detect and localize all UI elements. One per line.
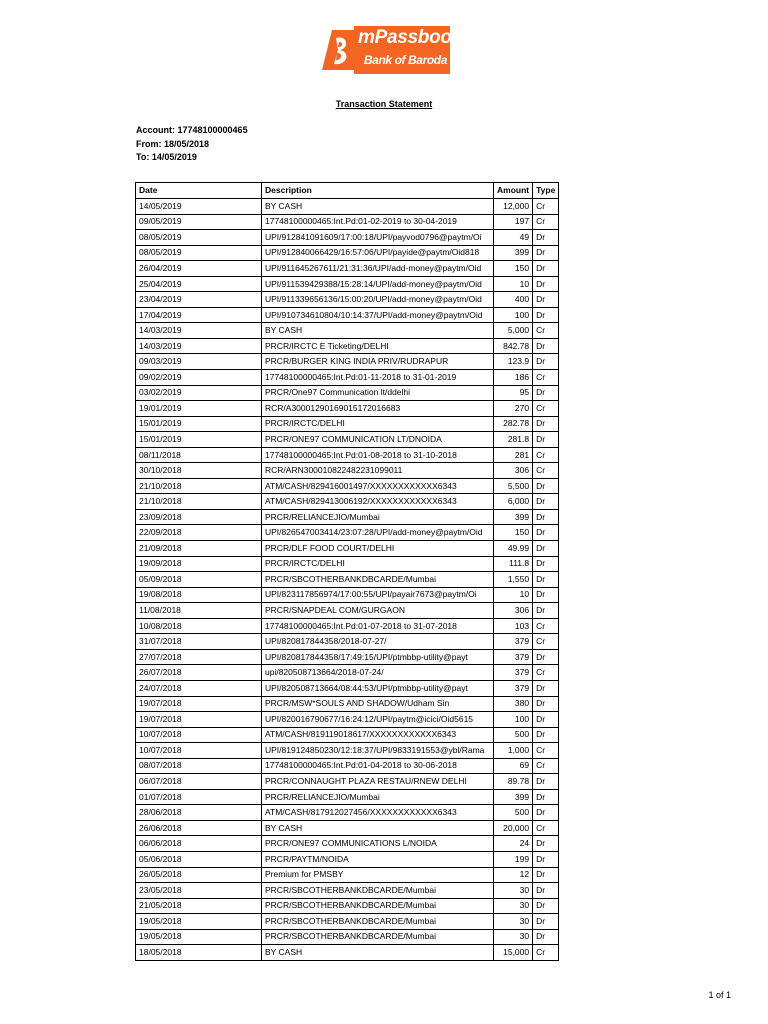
cell-date: 23/09/2018 (136, 509, 262, 525)
cell-amount: 10 (494, 276, 533, 292)
table-row (136, 945, 559, 961)
transaction-rows (136, 199, 559, 961)
cell-description: BY CASH (262, 820, 494, 836)
cell-description: PRCR/PAYTM/NOIDA (262, 851, 494, 867)
cell-date: 23/05/2018 (136, 883, 262, 899)
cell-type: Cr (533, 758, 559, 774)
table-row (136, 898, 559, 914)
cell-description: BY CASH (262, 945, 494, 961)
cell-date: 03/02/2019 (136, 385, 262, 401)
cell-description: UPI/820016790677/16:24:12/UPI/paytm@icici/Oid5615 (262, 712, 494, 728)
cell-date: 23/04/2019 (136, 292, 262, 308)
table-row (136, 649, 559, 665)
cell-amount: 10 (494, 587, 533, 603)
cell-date: 19/01/2019 (136, 401, 262, 417)
table-row (136, 758, 559, 774)
cell-description: PRCR/DLF FOOD COURT/DELHI (262, 541, 494, 557)
cell-amount: 5,000 (494, 323, 533, 339)
cell-type: Cr (533, 743, 559, 759)
table-row (136, 914, 559, 930)
table-row (136, 401, 559, 417)
cell-amount: 12,000 (494, 199, 533, 215)
cell-type: Dr (533, 245, 559, 261)
cell-amount: 1,000 (494, 743, 533, 759)
cell-type: Cr (533, 370, 559, 386)
cell-type: Dr (533, 867, 559, 883)
cell-description: PRCR/RELIANCEJIO/Mumbai (262, 509, 494, 525)
cell-date: 08/11/2018 (136, 447, 262, 463)
cell-date: 09/05/2019 (136, 214, 262, 230)
cell-description: 17748100000465:Int.Pd:01-08-2018 to 31-10-2018 (262, 447, 494, 463)
table-row (136, 665, 559, 681)
table-row (136, 276, 559, 292)
page-number: 1 of 1 (708, 990, 731, 1000)
cell-description: UPI/911645267611/21:31:36/UPI/add-money@paytm/Oid (262, 261, 494, 277)
table-row (136, 432, 559, 448)
logo-wordmark (354, 26, 462, 74)
cell-date: 21/09/2018 (136, 541, 262, 557)
cell-description: Premium for PMSBY (262, 867, 494, 883)
cell-type: Dr (533, 541, 559, 557)
cell-amount: 306 (494, 463, 533, 479)
cell-amount: 281.8 (494, 432, 533, 448)
column-header-type: Type (533, 183, 559, 199)
cell-description: RCR/ARN300010822482231099011 (262, 463, 494, 479)
table-row (136, 292, 559, 308)
cell-amount: 95 (494, 385, 533, 401)
table-row (136, 805, 559, 821)
table-row (136, 354, 559, 370)
cell-type: Cr (533, 199, 559, 215)
cell-date: 08/05/2019 (136, 230, 262, 246)
cell-description: PRCR/SBCOTHERBANKDBCARDE/Mumbai (262, 572, 494, 588)
cell-description: PRCR/BURGER KING INDIA PRIV/RUDRAPUR (262, 354, 494, 370)
table-row (136, 680, 559, 696)
table-row (136, 851, 559, 867)
cell-description: UPI/820817844358/2018-07-27/ (262, 634, 494, 650)
table-row (136, 261, 559, 277)
cell-amount: 49.99 (494, 541, 533, 557)
table-row (136, 929, 559, 945)
cell-type: Dr (533, 712, 559, 728)
cell-amount: 186 (494, 370, 533, 386)
cell-type: Dr (533, 572, 559, 588)
table-row (136, 820, 559, 836)
to-date: To: 14/05/2019 (136, 152, 197, 162)
cell-type: Cr (533, 665, 559, 681)
cell-amount: 306 (494, 603, 533, 619)
cell-description: PRCR/ONE97 COMMUNICATION LT/DNOIDA (262, 432, 494, 448)
cell-type: Dr (533, 727, 559, 743)
cell-type: Dr (533, 774, 559, 790)
cell-type: Dr (533, 696, 559, 712)
cell-date: 19/08/2018 (136, 587, 262, 603)
transaction-table (135, 182, 559, 961)
cell-amount: 281 (494, 447, 533, 463)
cell-type: Dr (533, 261, 559, 277)
cell-description: 17748100000465:Int.Pd:01-04-2018 to 30-06-2018 (262, 758, 494, 774)
cell-description: ATM/CASH/819119018617/XXXXXXXXXXXX6343 (262, 727, 494, 743)
cell-type: Dr (533, 494, 559, 510)
cell-date: 19/07/2018 (136, 696, 262, 712)
cell-amount: 30 (494, 883, 533, 899)
cell-amount: 5,500 (494, 478, 533, 494)
table-row (136, 883, 559, 899)
cell-description: 17748100000465:Int.Pd:01-07-2018 to 31-07-2018 (262, 618, 494, 634)
cell-description: UPI/912841091609/17:00:18/UPI/payvod0796@paytm/Oi (262, 230, 494, 246)
cell-type: Dr (533, 851, 559, 867)
cell-date: 14/03/2019 (136, 338, 262, 354)
cell-date: 31/07/2018 (136, 634, 262, 650)
cell-type: Dr (533, 338, 559, 354)
cell-description: PRCR/CONNAUGHT PLAZA RESTAU/RNEW DELHI (262, 774, 494, 790)
cell-type: Dr (533, 603, 559, 619)
cell-amount: 30 (494, 898, 533, 914)
cell-date: 11/08/2018 (136, 603, 262, 619)
cell-type: Dr (533, 307, 559, 323)
cell-type: Dr (533, 805, 559, 821)
cell-amount: 282.78 (494, 416, 533, 432)
cell-amount: 380 (494, 696, 533, 712)
cell-date: 10/07/2018 (136, 727, 262, 743)
cell-date: 26/04/2019 (136, 261, 262, 277)
table-row (136, 463, 559, 479)
cell-date: 14/03/2019 (136, 323, 262, 339)
cell-type: Dr (533, 354, 559, 370)
cell-description: BY CASH (262, 323, 494, 339)
cell-description: ATM/CASH/829416001497/XXXXXXXXXXXX6343 (262, 478, 494, 494)
cell-date: 17/04/2019 (136, 307, 262, 323)
cell-amount: 379 (494, 680, 533, 696)
table-header-row (136, 183, 559, 199)
statement-title: Transaction Statement (335, 99, 433, 109)
table-row (136, 541, 559, 557)
cell-amount: 270 (494, 401, 533, 417)
cell-type: Dr (533, 883, 559, 899)
account-info (136, 124, 248, 165)
cell-type: Dr (533, 509, 559, 525)
cell-type: Cr (533, 945, 559, 961)
cell-date: 18/05/2018 (136, 945, 262, 961)
cell-description: UPI/911339656136/15:00:20/UPI/add-money@paytm/Oid (262, 292, 494, 308)
cell-description: UPI/820508713664/08:44:53/UPI/ptmbbp-utility@payt (262, 680, 494, 696)
cell-description: UPI/912840066429/16:57:06/UPI/payide@paytm/Oid818 (262, 245, 494, 261)
table-row (136, 338, 559, 354)
cell-type: Dr (533, 230, 559, 246)
table-row (136, 447, 559, 463)
cell-description: PRCR/IRCTC/DELHI (262, 556, 494, 572)
cell-date: 21/10/2018 (136, 494, 262, 510)
cell-type: Cr (533, 214, 559, 230)
cell-date: 22/09/2018 (136, 525, 262, 541)
cell-description: UPI/819124850230/12:18:37/UPI/9833191553@ybl/Rama (262, 743, 494, 759)
cell-type: Dr (533, 914, 559, 930)
cell-description: upi/820508713664/2018-07-24/ (262, 665, 494, 681)
table-row (136, 712, 559, 728)
logo-line1: mPassbook (358, 27, 462, 48)
cell-type: Cr (533, 618, 559, 634)
table-row (136, 230, 559, 246)
table-row (136, 789, 559, 805)
table-row (136, 370, 559, 386)
table-row (136, 494, 559, 510)
cell-type: Dr (533, 836, 559, 852)
cell-type: Cr (533, 634, 559, 650)
baroda-sun-icon (318, 26, 356, 74)
cell-amount: 100 (494, 307, 533, 323)
cell-description: PRCR/MSW*SOULS AND SHADOW/Udham Sin (262, 696, 494, 712)
table-row (136, 556, 559, 572)
cell-description: ATM/CASH/829413006192/XXXXXXXXXXXX6343 (262, 494, 494, 510)
cell-type: Cr (533, 401, 559, 417)
cell-amount: 15,000 (494, 945, 533, 961)
cell-description: PRCR/SBCOTHERBANKDBCARDE/Mumbai (262, 898, 494, 914)
cell-date: 19/05/2018 (136, 914, 262, 930)
cell-amount: 150 (494, 261, 533, 277)
cell-amount: 199 (494, 851, 533, 867)
cell-date: 05/06/2018 (136, 851, 262, 867)
cell-description: UPI/823117856974/17:00:55/UPI/payair7673@paytm/Oi (262, 587, 494, 603)
cell-date: 06/07/2018 (136, 774, 262, 790)
table-row (136, 525, 559, 541)
cell-date: 28/06/2018 (136, 805, 262, 821)
table-row (136, 385, 559, 401)
cell-amount: 30 (494, 914, 533, 930)
cell-description: PRCR/SBCOTHERBANKDBCARDE/Mumbai (262, 883, 494, 899)
table-row (136, 774, 559, 790)
cell-date: 15/01/2019 (136, 432, 262, 448)
table-row (136, 323, 559, 339)
column-header-amount: Amount (494, 183, 533, 199)
cell-type: Dr (533, 649, 559, 665)
cell-date: 26/06/2018 (136, 820, 262, 836)
cell-date: 01/07/2018 (136, 789, 262, 805)
cell-date: 19/05/2018 (136, 929, 262, 945)
table-row (136, 727, 559, 743)
table-row (136, 634, 559, 650)
cell-date: 08/05/2019 (136, 245, 262, 261)
cell-amount: 20,000 (494, 820, 533, 836)
cell-type: Cr (533, 323, 559, 339)
table-row (136, 867, 559, 883)
table-row (136, 199, 559, 215)
cell-amount: 500 (494, 805, 533, 821)
table-row (136, 743, 559, 759)
cell-description: PRCR/IRCTC/DELHI (262, 416, 494, 432)
cell-date: 25/04/2019 (136, 276, 262, 292)
cell-description: 17748100000465:Int.Pd:01-02-2019 to 30-04-2019 (262, 214, 494, 230)
cell-date: 10/08/2018 (136, 618, 262, 634)
cell-type: Cr (533, 820, 559, 836)
cell-amount: 197 (494, 214, 533, 230)
cell-description: BY CASH (262, 199, 494, 215)
cell-type: Dr (533, 556, 559, 572)
cell-date: 27/07/2018 (136, 649, 262, 665)
table-row (136, 836, 559, 852)
cell-type: Dr (533, 929, 559, 945)
cell-date: 15/01/2019 (136, 416, 262, 432)
column-header-date: Date (136, 183, 262, 199)
cell-date: 19/09/2018 (136, 556, 262, 572)
cell-description: UPI/910734610804/10:14:37/UPI/add-money@paytm/Oid (262, 307, 494, 323)
cell-description: PRCR/ONE97 COMMUNICATIONS L/NOIDA (262, 836, 494, 852)
cell-description: PRCR/SNAPDEAL COM/GURGAON (262, 603, 494, 619)
cell-description: PRCR/RELIANCEJIO/Mumbai (262, 789, 494, 805)
cell-description: 17748100000465:Int.Pd:01-11-2018 to 31-01-2019 (262, 370, 494, 386)
cell-amount: 123.9 (494, 354, 533, 370)
cell-type: Dr (533, 478, 559, 494)
cell-type: Dr (533, 789, 559, 805)
cell-description: ATM/CASH/817912027456/XXXXXXXXXXXX6343 (262, 805, 494, 821)
cell-amount: 150 (494, 525, 533, 541)
from-date: From: 18/05/2018 (136, 138, 210, 149)
cell-type: Dr (533, 680, 559, 696)
cell-amount: 1,550 (494, 572, 533, 588)
cell-description: PRCR/SBCOTHERBANKDBCARDE/Mumbai (262, 914, 494, 930)
cell-amount: 6,000 (494, 494, 533, 510)
cell-type: Dr (533, 385, 559, 401)
cell-date: 26/05/2018 (136, 867, 262, 883)
cell-amount: 379 (494, 665, 533, 681)
cell-amount: 842.78 (494, 338, 533, 354)
cell-date: 09/03/2019 (136, 354, 262, 370)
cell-date: 24/07/2018 (136, 680, 262, 696)
cell-date: 05/09/2018 (136, 572, 262, 588)
cell-type: Dr (533, 416, 559, 432)
cell-date: 08/07/2018 (136, 758, 262, 774)
cell-amount: 103 (494, 618, 533, 634)
cell-type: Cr (533, 447, 559, 463)
cell-amount: 69 (494, 758, 533, 774)
cell-description: PRCR/One97 Communication lt/ddelhi (262, 385, 494, 401)
logo-line2: Bank of Baroda (363, 53, 447, 67)
cell-type: Dr (533, 276, 559, 292)
column-header-description: Description (262, 183, 494, 199)
table-row (136, 587, 559, 603)
cell-description: PRCR/IRCTC E Ticketing/DELHI (262, 338, 494, 354)
table-row (136, 603, 559, 619)
cell-description: RCR/A300012901690151720166​83 (262, 401, 494, 417)
cell-amount: 111.8 (494, 556, 533, 572)
cell-type: Cr (533, 463, 559, 479)
cell-amount: 379 (494, 634, 533, 650)
cell-amount: 49 (494, 230, 533, 246)
cell-amount: 30 (494, 929, 533, 945)
cell-description: UPI/820817844358/17:49:15/UPI/ptmbbp-utility@payt (262, 649, 494, 665)
cell-date: 14/05/2019 (136, 199, 262, 215)
cell-type: Dr (533, 525, 559, 541)
cell-amount: 500 (494, 727, 533, 743)
cell-type: Dr (533, 898, 559, 914)
cell-date: 09/02/2019 (136, 370, 262, 386)
cell-description: PRCR/SBCOTHERBANKDBCARDE/Mumbai (262, 929, 494, 945)
cell-amount: 89.78 (494, 774, 533, 790)
cell-description: UPI/911539429388/15:28:14/UPI/add-money@paytm/Oid (262, 276, 494, 292)
cell-amount: 12 (494, 867, 533, 883)
cell-date: 06/06/2018 (136, 836, 262, 852)
table-row (136, 572, 559, 588)
cell-amount: 379 (494, 649, 533, 665)
table-row (136, 618, 559, 634)
cell-type: Dr (533, 432, 559, 448)
cell-date: 21/05/2018 (136, 898, 262, 914)
table-row (136, 307, 559, 323)
cell-description: UPI/826547003414/23:07:28/UPI/add-money@paytm/Oid (262, 525, 494, 541)
table-row (136, 696, 559, 712)
cell-date: 30/10/2018 (136, 463, 262, 479)
cell-date: 26/07/2018 (136, 665, 262, 681)
table-row (136, 245, 559, 261)
table-row (136, 478, 559, 494)
cell-amount: 399 (494, 509, 533, 525)
account-number: Account: 17748100000465 (136, 125, 248, 135)
cell-date: 19/07/2018 (136, 712, 262, 728)
cell-type: Dr (533, 587, 559, 603)
cell-amount: 24 (494, 836, 533, 852)
bank-logo (318, 26, 462, 74)
cell-amount: 100 (494, 712, 533, 728)
cell-date: 21/10/2018 (136, 478, 262, 494)
table-row (136, 416, 559, 432)
cell-date: 10/07/2018 (136, 743, 262, 759)
cell-amount: 399 (494, 789, 533, 805)
cell-type: Dr (533, 292, 559, 308)
table-row (136, 509, 559, 525)
table-row (136, 214, 559, 230)
cell-amount: 399 (494, 245, 533, 261)
cell-amount: 400 (494, 292, 533, 308)
